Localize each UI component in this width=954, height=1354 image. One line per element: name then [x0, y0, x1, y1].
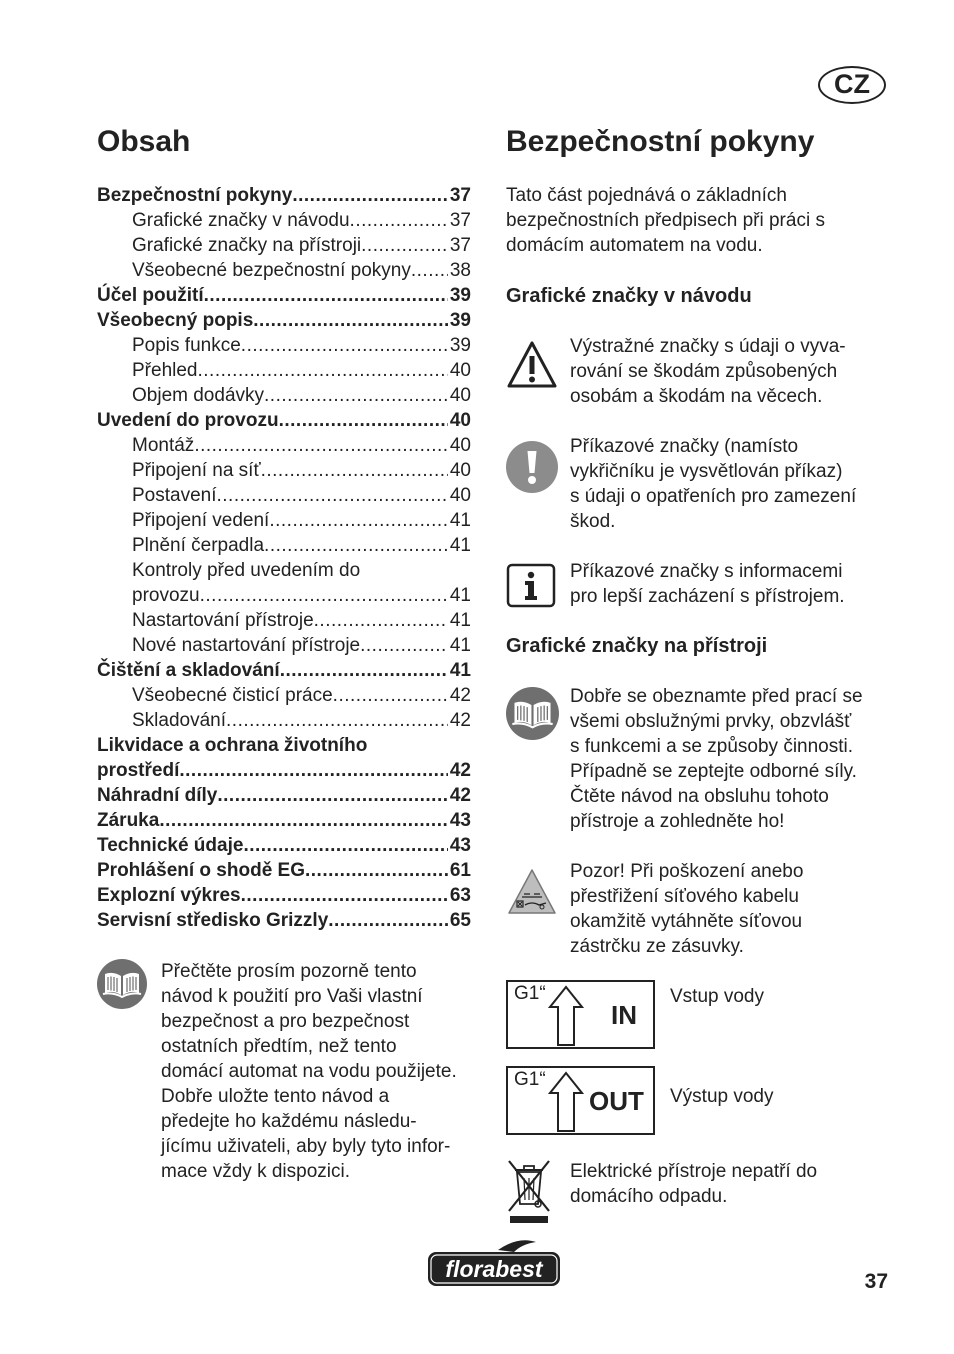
- toc-entry: [97, 508, 471, 533]
- toc-entry: [97, 333, 471, 358]
- toc-entry: [97, 833, 471, 858]
- toc-title: Skladování: [132, 710, 227, 731]
- toc-page-number: 38: [449, 260, 471, 281]
- toc-leader-dots: [280, 658, 448, 683]
- toc-leader-dots: [314, 608, 448, 633]
- toc-leader-dots: [269, 508, 448, 533]
- toc-title: Všeobecný popis: [97, 310, 254, 331]
- read-manual-icon: [97, 959, 147, 1009]
- language-badge: CZ: [818, 66, 886, 104]
- toc-title: Postavení: [132, 485, 217, 506]
- outlet-label: OUT: [589, 1086, 644, 1116]
- table-of-contents: [97, 183, 471, 933]
- water-inlet-symbol: [506, 980, 655, 1049]
- toc-entry: [97, 433, 471, 458]
- toc-page-number: 43: [449, 835, 471, 856]
- toc-title: Likvidace a ochrana životního: [97, 735, 368, 756]
- toc-entry: [97, 733, 471, 758]
- toc-entry: [97, 183, 471, 208]
- toc-page-number: 41: [449, 535, 471, 556]
- toc-entry: [97, 658, 471, 683]
- toc-page-number: 41: [449, 660, 471, 681]
- toc-title: Všeobecné čisticí práce: [132, 685, 333, 706]
- toc-page-number: 43: [449, 810, 471, 831]
- toc-entry: [97, 308, 471, 333]
- page-number: 37: [864, 1270, 888, 1293]
- manual-note: Přečtěte prosím pozorně tento návod k použití pro Vaši vlastní bezpečnost a pro bezpečnost ostatních předtím, než tento domácí automat na vodu použijete. Dobře uložte tento návod a předejte ho každému následu- jícímu uživateli, aby byly tyto infor- mace vždy k dispozici.: [161, 961, 457, 1182]
- toc-title: Nastartování přístroje: [132, 610, 314, 631]
- toc-leader-dots: [194, 433, 448, 458]
- toc-entry: [97, 583, 471, 608]
- toc-leader-dots: [200, 583, 448, 608]
- arrow-up-icon: [548, 985, 584, 1047]
- toc-leader-dots: [217, 783, 448, 808]
- toc-entry: [97, 558, 471, 583]
- toc-page-number: 40: [449, 385, 471, 406]
- outlet-thread-label: G1“: [514, 1069, 546, 1090]
- toc-leader-dots: [243, 833, 447, 858]
- toc-entry: [97, 608, 471, 633]
- toc-leader-dots: [292, 183, 448, 208]
- toc-leader-dots: [261, 458, 448, 483]
- toc-entry: [97, 808, 471, 833]
- toc-leader-dots: [253, 308, 448, 333]
- toc-leader-dots: [264, 533, 448, 558]
- toc-title: Náhradní díly: [97, 785, 218, 806]
- toc-page-number: 40: [449, 410, 471, 431]
- toc-leader-dots: [333, 683, 448, 708]
- toc-page-number: 40: [449, 435, 471, 456]
- toc-title: prostředí: [97, 760, 180, 781]
- inlet-label: IN: [611, 1000, 637, 1030]
- toc-heading: Obsah: [97, 125, 191, 158]
- toc-title: Plnění čerpadla: [132, 535, 265, 556]
- toc-leader-dots: [305, 858, 448, 883]
- toc-leader-dots: [360, 633, 448, 658]
- safety-heading: Bezpečnostní pokyny: [506, 125, 815, 158]
- toc-entry: [97, 883, 471, 908]
- svg-text:florabest: florabest: [445, 1256, 543, 1282]
- toc-title: Čištění a skladování: [97, 660, 280, 681]
- weee-text: Elektrické přístroje nepatří do domácího odpadu.: [570, 1161, 818, 1207]
- water-outlet-symbol: [506, 1066, 655, 1135]
- toc-entry: [97, 358, 471, 383]
- toc-page-number: 37: [449, 210, 471, 231]
- toc-page-number: 41: [449, 635, 471, 656]
- toc-title: Účel použití: [97, 285, 204, 306]
- toc-page-number: 42: [449, 785, 471, 806]
- toc-title: Bezpečnostní pokyny: [97, 185, 293, 206]
- toc-entry: [97, 208, 471, 233]
- toc-title: Kontroly před uvedením do: [132, 560, 361, 581]
- toc-leader-dots: [328, 908, 448, 933]
- toc-title: Grafické značky na přístroji: [132, 235, 362, 256]
- toc-entry: [97, 783, 471, 808]
- toc-leader-dots: [411, 258, 448, 283]
- toc-page-number: 39: [449, 310, 471, 331]
- arrow-up-icon: [548, 1071, 584, 1133]
- safety-intro: Tato část pojednává o základních bezpečnostních předpisech při práci s domácím automatem na vodu.: [506, 185, 825, 256]
- toc-title: Přehled: [132, 360, 198, 381]
- toc-entry: [97, 533, 471, 558]
- toc-title: Technické údaje: [97, 835, 244, 856]
- toc-page-number: 40: [449, 460, 471, 481]
- read-manual-icon: [506, 687, 559, 740]
- toc-page-number: 42: [449, 760, 471, 781]
- toc-leader-dots: [198, 358, 448, 383]
- toc-title: Připojení vedení: [132, 510, 270, 531]
- toc-page-number: 63: [449, 885, 471, 906]
- toc-page-number: 40: [449, 485, 471, 506]
- outlet-text: Výstup vody: [670, 1086, 774, 1107]
- toc-entry: [97, 408, 471, 433]
- toc-entry: [97, 258, 471, 283]
- toc-entry: [97, 483, 471, 508]
- toc-title: Montáž: [132, 435, 195, 456]
- toc-leader-dots: [241, 883, 448, 908]
- toc-leader-dots: [179, 758, 448, 783]
- florabest-logo: [426, 1238, 562, 1288]
- toc-page-number: 39: [449, 285, 471, 306]
- toc-entry: [97, 383, 471, 408]
- toc-page-number: 37: [449, 185, 471, 206]
- toc-page-number: 39: [449, 335, 471, 356]
- toc-page-number: 42: [449, 710, 471, 731]
- toc-entry: [97, 683, 471, 708]
- toc-title: Všeobecné bezpečnostní pokyny: [132, 260, 411, 281]
- toc-leader-dots: [159, 808, 448, 833]
- toc-leader-dots: [264, 383, 448, 408]
- toc-title: Prohlášení o shodě EG: [97, 860, 305, 881]
- info-symbol-text: Příkazové značky s informacemi pro lepší zacházení s přístrojem.: [570, 561, 845, 607]
- toc-entry: [97, 708, 471, 733]
- toc-entry: [97, 458, 471, 483]
- cable-warning-text: Pozor! Při poškození anebo přestřižení síťového kabelu okamžitě vytáhněte síťovou zástrčku ze zásuvky.: [570, 861, 804, 957]
- toc-title: Grafické značky v návodu: [132, 210, 350, 231]
- cable-warning-icon: [506, 867, 558, 917]
- toc-title: Objem dodávky: [132, 385, 265, 406]
- toc-entry: [97, 758, 471, 783]
- read-manual-text: Dobře se obeznamte před prací se všemi obslužnými prvky, obzvlášť s funkcemi a se způsoby činnosti. Případně se zeptejte odborné síly. Čtěte návod na obsluhu tohoto přístroje a zohledněte ho!: [570, 686, 863, 832]
- command-symbol-text: Příkazové značky (namísto vykřičníku je vysvětlován příkaz) s údaji o opatřeních pro zamezení škod.: [570, 436, 857, 532]
- toc-title: Popis funkce: [132, 335, 241, 356]
- crossed-bin-icon: [506, 1158, 552, 1224]
- toc-leader-dots: [361, 233, 448, 258]
- inlet-text: Vstup vody: [670, 986, 764, 1007]
- toc-page-number: 37: [449, 235, 471, 256]
- toc-page-number: 41: [449, 510, 471, 531]
- toc-leader-dots: [279, 408, 448, 433]
- toc-title: Uvedení do provozu: [97, 410, 279, 431]
- toc-leader-dots: [217, 483, 448, 508]
- device-symbols-heading: Grafické značky na přístroji: [506, 635, 768, 657]
- toc-leader-dots: [204, 283, 448, 308]
- toc-page-number: 41: [449, 610, 471, 631]
- toc-page-number: 41: [449, 585, 471, 606]
- info-icon: [506, 563, 556, 608]
- toc-entry: [97, 633, 471, 658]
- toc-entry: [97, 283, 471, 308]
- toc-entry: [97, 908, 471, 933]
- inlet-thread-label: G1“: [514, 983, 546, 1004]
- toc-title: Servisní středisko Grizzly: [97, 910, 329, 931]
- exclamation-circle-icon: [506, 441, 558, 493]
- toc-title: Záruka: [97, 810, 160, 831]
- toc-title: provozu: [132, 585, 200, 606]
- toc-title: Nové nastartování přístroje: [132, 635, 361, 656]
- toc-entry: [97, 858, 471, 883]
- toc-page-number: 61: [449, 860, 471, 881]
- warning-triangle-icon: [506, 340, 558, 390]
- toc-leader-dots: [350, 208, 448, 233]
- toc-title: Explozní výkres: [97, 885, 241, 906]
- toc-entry: [97, 233, 471, 258]
- toc-leader-dots: [226, 708, 448, 733]
- toc-page-number: 65: [449, 910, 471, 931]
- toc-page-number: 40: [449, 360, 471, 381]
- manual-symbols-heading: Grafické značky v návodu: [506, 285, 752, 307]
- toc-page-number: 42: [449, 685, 471, 706]
- toc-leader-dots: [241, 333, 448, 358]
- warning-symbol-text: Výstražné značky s údaji o vyva- rování se škodám způsobených osobám a škodám na věcech.: [570, 336, 846, 407]
- toc-title: Připojení na síť: [132, 460, 261, 481]
